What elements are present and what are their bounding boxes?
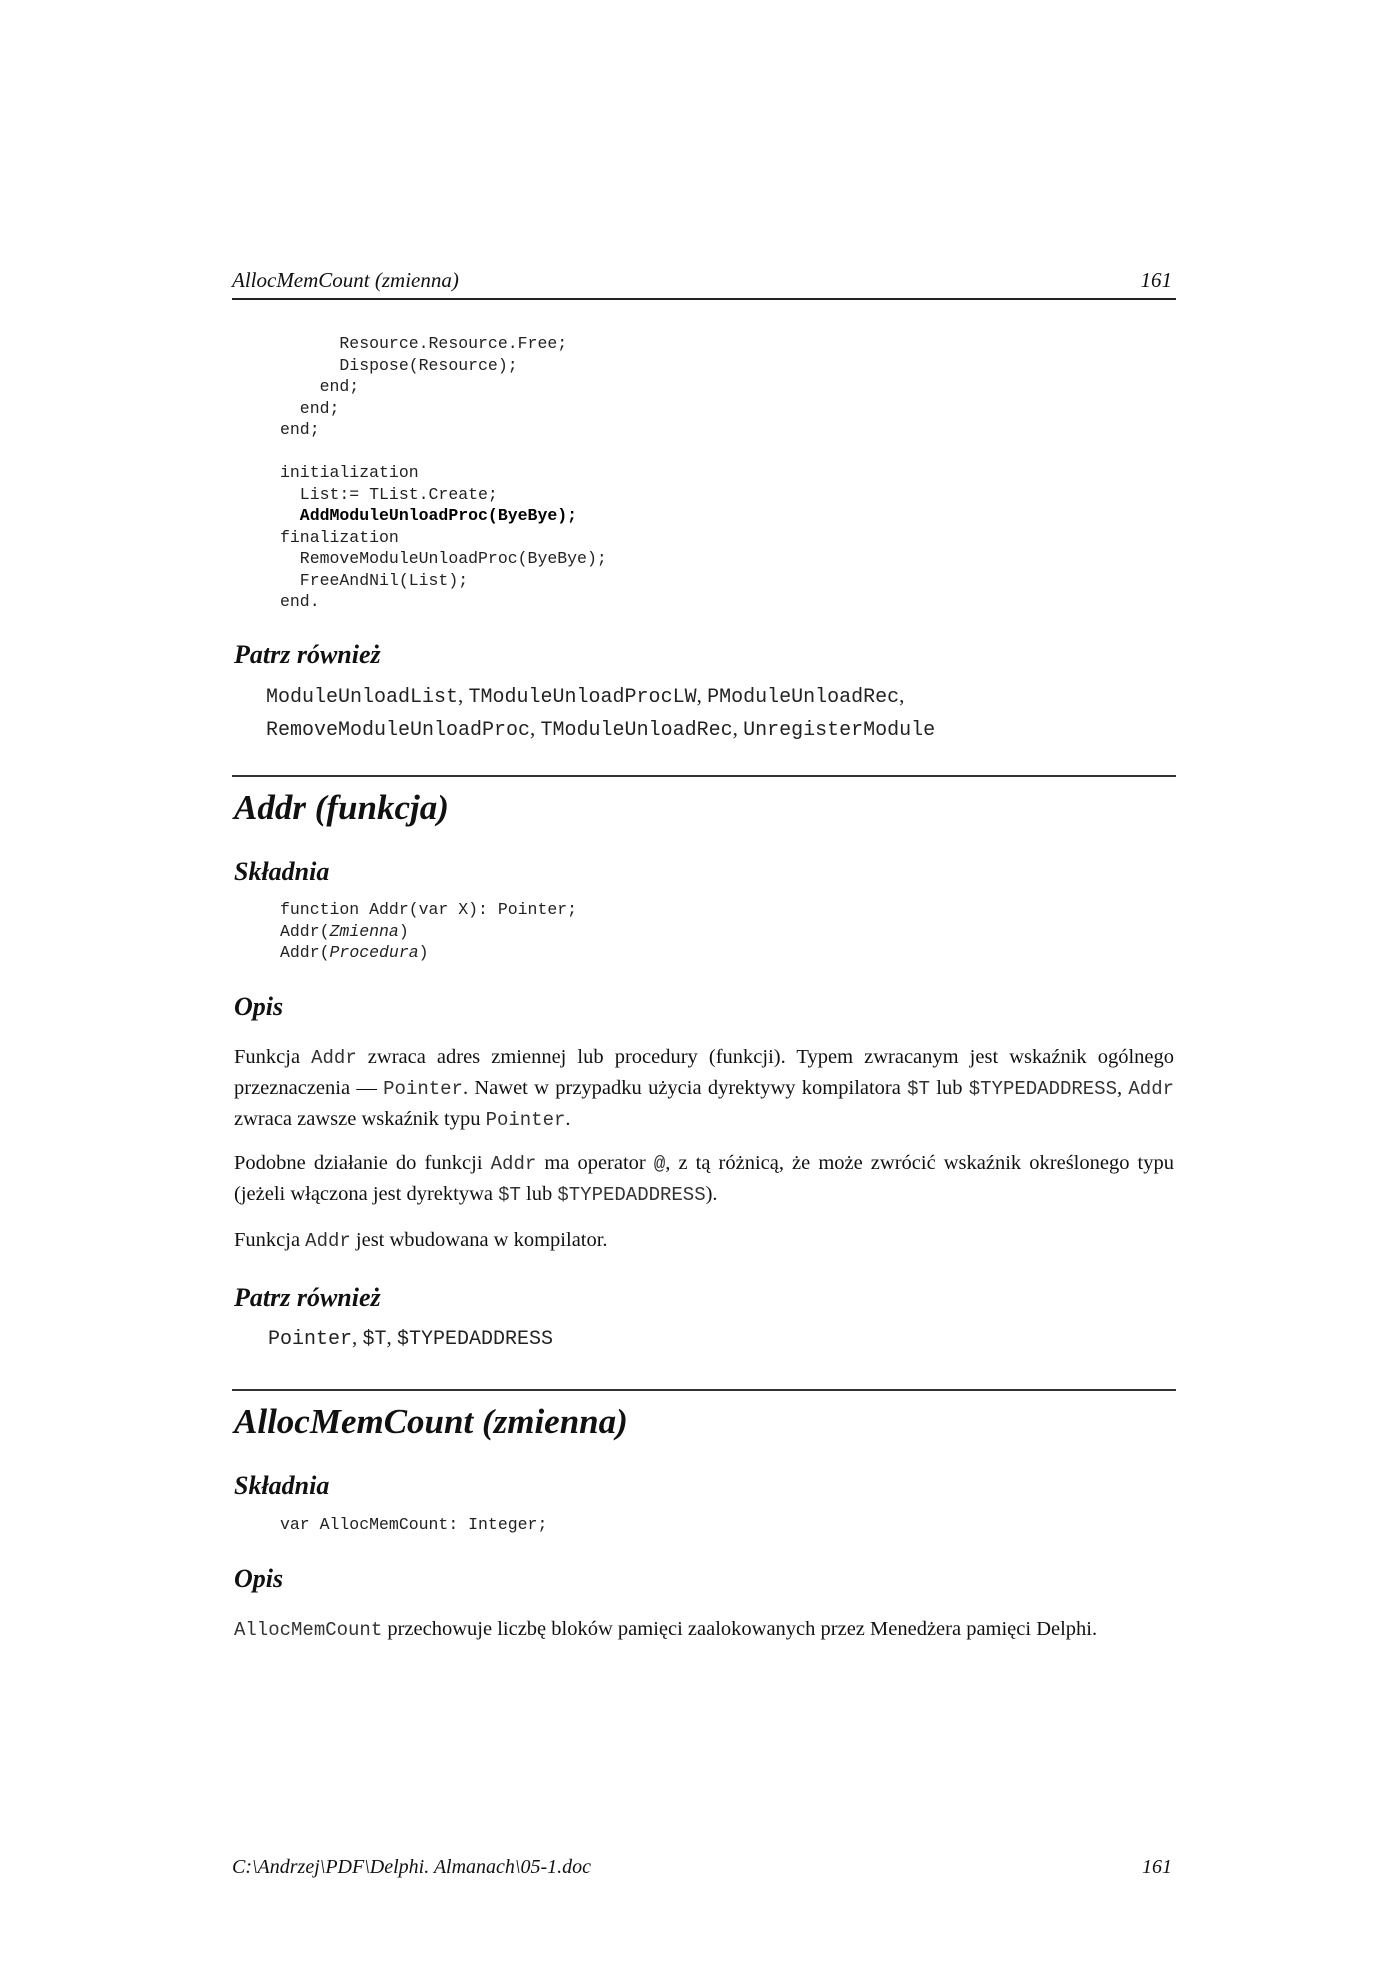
see-also-list: ModuleUnloadList, TModuleUnloadProcLW, PModuleUnloadRec, RemoveModuleUnloadProc, TModuleUnloadRec, UnregisterModule — [266, 683, 936, 742]
addr-paragraph-3: Funkcja Addr jest wbudowana w kompilator. — [234, 1229, 608, 1252]
code-lines: Resource.Resource.Free; Dispose(Resource); end; end; end; initialization List:= TList.Create; AddModuleUnloadProc(ByeBye); finalization RemoveModuleUnloadProc(ByeBye); FreeAndNil(List); end. — [280, 334, 607, 611]
see-also-link[interactable]: TModuleUnloadRec — [540, 719, 733, 742]
running-header — [232, 268, 1176, 300]
header-section-title: AllocMemCount (zmienna) — [232, 268, 459, 292]
addr-see-also-list: Pointer, $T, $TYPEDADDRESS — [268, 1325, 554, 1351]
addr-paragraph-1: Funkcja Addr zwraca adres zmiennej lub procedury (funkcji). Typem zwracanym jest wskaźnik ogólnego przeznaczenia — Pointer. Nawet w przypadku użycia dyrektywy kompilatora $T lub $TYPEDADDRESS, Addr zwraca zawsze wskaźnik typu Pointer. — [234, 1046, 1175, 1131]
description-heading: Opis — [234, 992, 284, 1021]
description-heading: Opis — [234, 1564, 284, 1593]
section-divider — [232, 775, 1176, 777]
entry-title-allocmemcount: AllocMemCount (zmienna) — [234, 1402, 628, 1441]
see-also-link[interactable]: Pointer — [268, 1328, 353, 1351]
syntax-heading: Składnia — [234, 857, 330, 886]
addr-paragraph-2: Podobne działanie do funkcji Addr ma operator @, z tą różnicą, że może zwrócić wskaźnik określonego typu (jeżeli włączona jest dyrektywa $T lub $TYPEDADDRESS). — [234, 1152, 1174, 1206]
document-page — [232, 0, 1176, 1981]
see-also-link[interactable]: RemoveModuleUnloadProc — [266, 719, 531, 742]
see-also-link[interactable]: $TYPEDADDRESS — [397, 1328, 554, 1351]
footer-file-path: C:\Andrzej\PDF\Delphi. Almanach\05-1.doc — [232, 1856, 592, 1878]
see-also-link[interactable]: TModuleUnloadProcLW — [468, 686, 697, 709]
section-divider — [232, 1389, 1176, 1391]
code-block-top — [280, 333, 607, 613]
header-page-number: 161 — [1140, 268, 1172, 292]
allocmem-paragraph-1: AllocMemCount przechowuje liczbę bloków pamięci zaalokowanych przez Menedżera pamięci Delphi. — [234, 1618, 1098, 1641]
allocmem-syntax-code: var AllocMemCount: Integer; — [280, 1515, 548, 1534]
footer-page-number: 161 — [1142, 1856, 1172, 1878]
see-also-link[interactable]: ModuleUnloadList — [266, 686, 459, 709]
see-also-link[interactable]: $T — [362, 1328, 387, 1351]
see-also-link[interactable]: UnregisterModule — [743, 719, 936, 742]
see-also-link[interactable]: PModuleUnloadRec — [707, 686, 900, 709]
code-bold-line: AddModuleUnloadProc(ByeBye); — [280, 506, 578, 525]
entry-title-addr: Addr (funkcja) — [234, 788, 449, 827]
see-also-heading: Patrz również — [234, 640, 381, 669]
addr-syntax-code: function Addr(var X): Pointer; Addr(Zmienna) Addr(Procedura) — [280, 900, 578, 962]
see-also-heading: Patrz również — [234, 1283, 381, 1312]
syntax-heading: Składnia — [234, 1471, 330, 1500]
